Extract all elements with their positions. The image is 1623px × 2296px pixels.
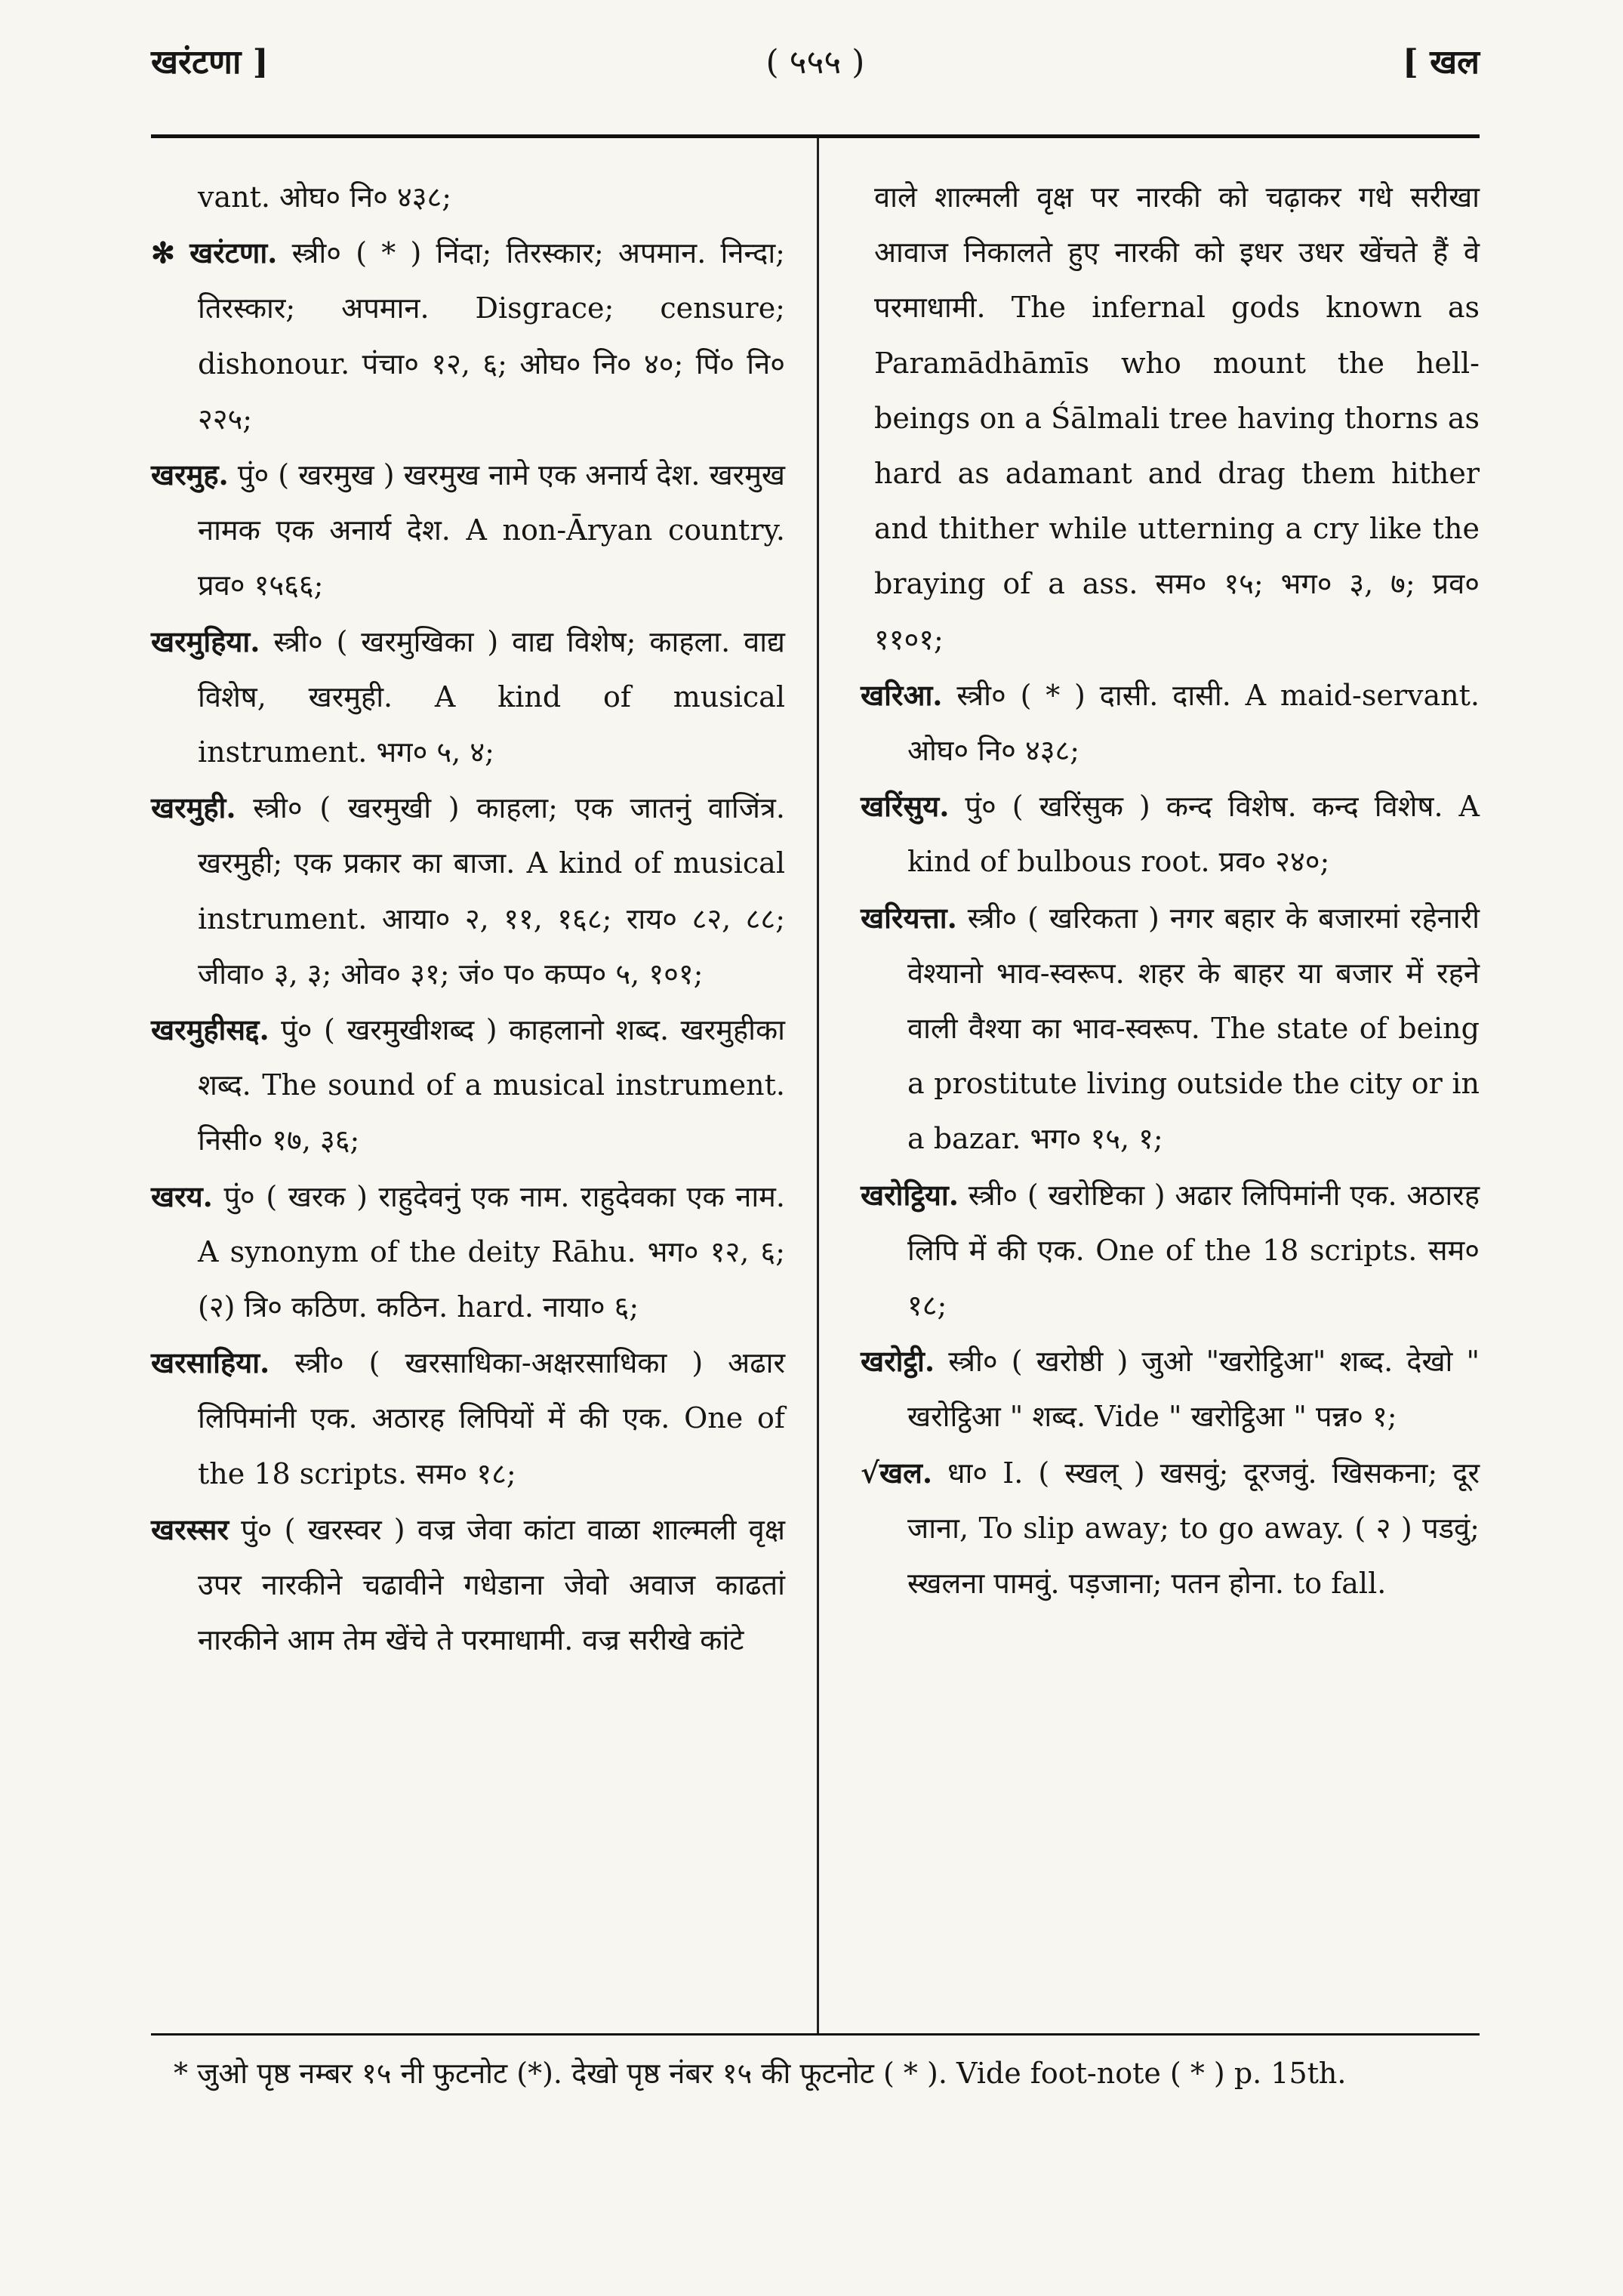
definition: पुं० ( खरमुख ) खरमुख नामे एक अनार्य देश. खरमुख नामक एक अनार्य देश. A non-Āryan country. प्रव० १५६६; — [198, 458, 785, 603]
dictionary-entry — [151, 614, 785, 781]
header-last-word: [ खल — [1403, 43, 1480, 82]
headword: खरोट्ठिया. — [861, 1177, 959, 1212]
dictionary-entry — [151, 447, 785, 614]
definition: पुं० ( खरस्वर ) वज्र जेवा कांटा वाळा शाल्मली वृक्ष उपर नारकीने चढावीने गधेडाना जेवो अवाज काढतां नारकीने आम तेम खेंचे ते परमाधामी. वज्र सरीखे कांटे — [198, 1512, 785, 1657]
definition: पुं० ( खरमुखीशब्द ) काहलानो शब्द. खरमुहीका शब्द. The sound of a musical instrument. निसी० १७, ३६; — [198, 1013, 785, 1157]
dictionary-entry — [861, 667, 1480, 778]
dictionary-entry — [861, 778, 1480, 889]
definition: स्त्री० ( खरमुखी ) काहला; एक जातनुं वाजिंत्र. खरमुही; एक प्रकार का बाजा. A kind of musical instrument. आया० २, ११, १६८; राय० ८२, ८८; जीवा० ३, ३; ओव० ३१; जं० प० कप्प० ५, १०१; — [198, 791, 785, 991]
headword: खरमुहिया. — [151, 624, 260, 658]
dictionary-entry — [151, 1002, 785, 1169]
definition: धा० I. ( स्खल् ) खसवुं; दूरजवुं. खिसकना; दूर जाना, To slip away; to go away. ( २ ) पडवुं; स्खलना पामवुं. पड़जाना; पतन होना. to fall. — [907, 1456, 1480, 1601]
dictionary-entry — [861, 890, 1480, 1167]
dictionary-entry — [861, 1167, 1480, 1334]
definition: पुं० ( खरक ) राहुदेवनुं एक नाम. राहुदेवका एक नाम. A synonym of the deity Rāhu. भग० १२, ६; (२) त्रि० कठिण. कठिन. hard. नाया० ६; — [198, 1179, 785, 1324]
definition: स्त्री० ( * ) निंदा; तिरस्कार; अपमान. निन्दा; तिरस्कार; अपमान. Disgrace; censure; dishonour. पंचा० १२, ६; ओघ० नि० ४०; पिं० नि० २२५; — [198, 236, 785, 436]
header-first-word: खरंटणा ] — [151, 43, 269, 82]
header-rule — [151, 134, 1480, 138]
dictionary-entry — [861, 1445, 1480, 1612]
definition: स्त्री० ( * ) दासी. दासी. A maid-servant. ओघ० नि० ४३८; — [907, 678, 1480, 768]
column-divider — [817, 138, 819, 2033]
definition: पुं० ( खरिंसुक ) कन्द विशेष. कन्द विशेष. A kind of bulbous root. प्रव० २४०; — [907, 790, 1480, 879]
definition: स्त्री० ( खरोष्ठी ) जुओ "खरोट्ठिआ" शब्द. देखो " खरोट्ठिआ " शब्द. Vide " खरोट्ठिआ " पन्न० १; — [907, 1345, 1480, 1434]
headword: खरियत्ता. — [861, 900, 957, 935]
headword: खल. — [879, 1455, 933, 1490]
dictionary-entry-continued: vant. ओघ० नि० ४३८; — [198, 180, 452, 214]
headword: खरय. — [151, 1179, 213, 1213]
dictionary-entry — [151, 1335, 785, 1502]
new-entry-marker: ✻ — [151, 236, 175, 270]
page-number: ( ५५५ ) — [765, 43, 865, 82]
dictionary-entry — [151, 1502, 785, 1669]
headword: खरमुह. — [151, 458, 229, 492]
headword: खरस्सर — [151, 1512, 229, 1546]
footnote: * जुओ पृष्ठ नम्बर १५ नी फुटनोट (*). देखो पृष्ठ नंबर १५ की फूटनोट ( * ). Vide foot-note ( * ) p. 15th. — [174, 2057, 1347, 2090]
headword: खरंटणा. — [189, 236, 278, 270]
headword: खरिआ. — [861, 677, 943, 712]
definition: स्त्री० ( खरमुखिका ) वाद्य विशेष; काहला. वाद्य विशेष, खरमुही. A kind of musical instrument. भग० ५, ४; — [198, 624, 785, 769]
definition: स्त्री० ( खरोष्टिका ) अढार लिपिमांनी एक. अठारह लिपि में की एक. One of the 18 scripts. सम० १८; — [907, 1178, 1480, 1323]
root-marker: √ — [861, 1455, 879, 1490]
headword: खरमुहीसद्द. — [151, 1012, 269, 1047]
dictionary-entry-continued: वाले शाल्मली वृक्ष पर नारकी को चढ़ाकर गधे सरीखा आवाज निकालते हुए नारकी को इधर उधर खेंचते हैं वे परमाधामी. The infernal gods known as Paramādhāmīs who mount the hell-beings on a Śālmali tree having thorns as hard as adamant and drag them hither and thither while utterning a cry like the braying of a ass. सम० १५; भग० ३, ७; प्रव० ११०१; — [874, 180, 1480, 656]
dictionary-entry — [151, 1169, 785, 1336]
footnote-rule — [151, 2033, 1480, 2036]
headword: खरिंसुय. — [861, 789, 950, 824]
headword: खरसाहिया. — [151, 1345, 270, 1380]
dictionary-entry — [861, 1333, 1480, 1444]
headword: खरोट्ठी. — [861, 1344, 935, 1379]
right-column — [861, 170, 1480, 1611]
dictionary-entry — [151, 780, 785, 1002]
definition: स्त्री० ( खरसाधिका-अक्षरसाधिका ) अढार लिपिमांनी एक. अठारह लिपियों में की एक. One of the 18 scripts. सम० १८; — [198, 1346, 785, 1490]
headword: खरमुही. — [151, 791, 236, 825]
dictionary-entry — [151, 225, 785, 447]
page-header — [151, 30, 1480, 98]
definition: स्त्री० ( खरिकता ) नगर बहार के बजारमां रहेनारी वेश्यानो भाव-स्वरूप. शहर के बाहर या बजार में रहने वाली वैश्या का भाव-स्वरूप. The state of being a prostitute living outside the city or in a bazar. भग० १५, १; — [907, 901, 1480, 1156]
left-column — [151, 170, 785, 1668]
